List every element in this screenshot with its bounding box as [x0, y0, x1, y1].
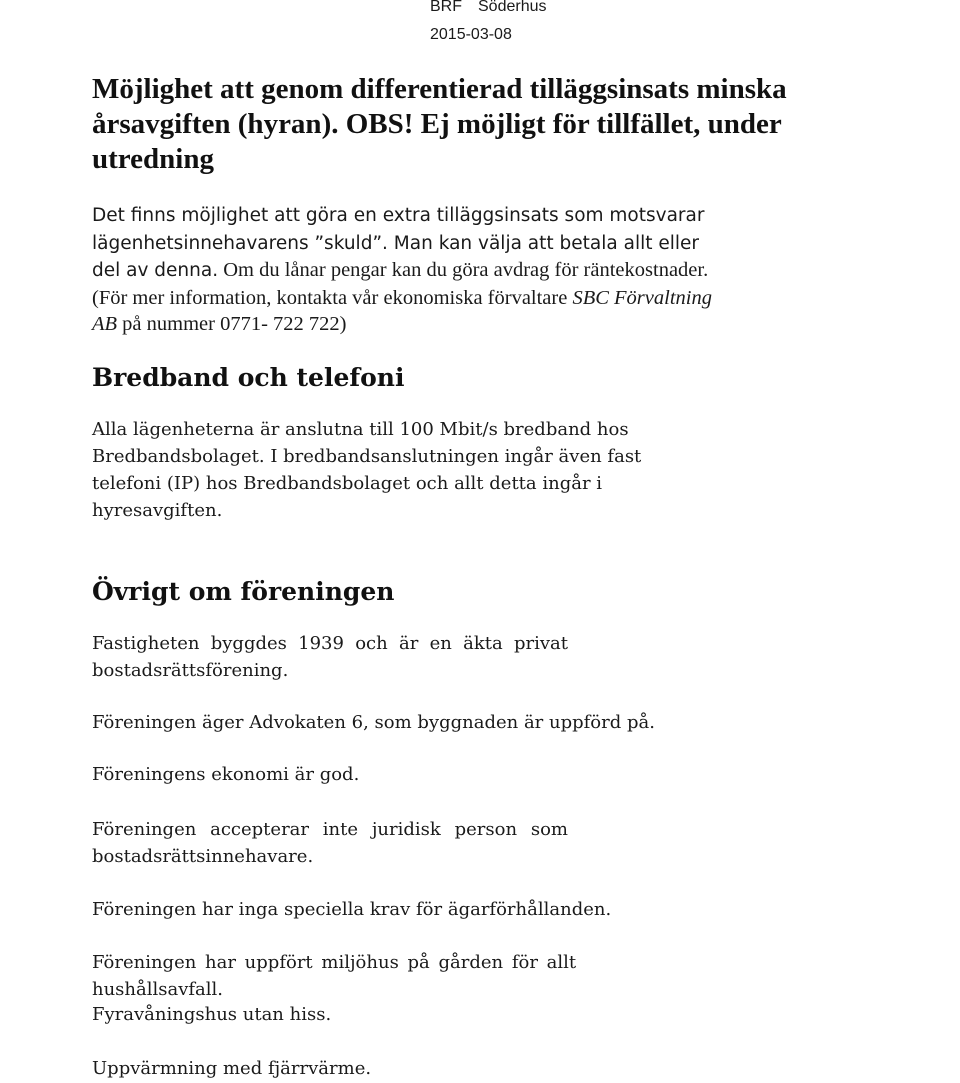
list-item: Föreningen har inga speciella krav för ägarförhållanden.	[92, 899, 612, 920]
list-item: Föreningen äger Advokaten 6, som byggnaden är uppförd på.	[92, 712, 655, 733]
paragraph-part-a: Det finns möjlighet att göra en extra tilläggsinsats som motsvarar lägenhetsinnehavarens ”skuld”. Man kan välja att betala allt eller del av denna.	[92, 205, 705, 281]
company-name: SBC Förvaltning AB	[92, 286, 712, 335]
list-item: Föreningens ekonomi är god.	[92, 764, 360, 785]
section-heading-ovrigt: Övrigt om föreningen	[92, 577, 395, 606]
header-date: 2015-03-08	[430, 26, 512, 43]
list-item: Föreningen accepterar inte juridisk person som bostadsrättsinnehavare.	[92, 819, 568, 867]
paragraph-part-b: Om du lånar pengar kan du göra avdrag för räntekostnader.	[223, 259, 709, 281]
section-heading-tillaggsinsats: Möjlighet att genom differentierad tilläggsinsats minska årsavgiften (hyran). OBS! Ej möjligt för tillfället, under utredning	[92, 73, 787, 175]
list-item: Fyravåningshus utan hiss.	[92, 1004, 332, 1025]
paragraph-part-d: på nummer 0771- 722 722)	[122, 313, 347, 335]
list-item: Föreningen har uppfört miljöhus på gården för allt hushållsavfall.	[92, 952, 577, 1000]
section-heading-bredband: Bredband och telefoni	[92, 363, 405, 392]
paragraph-tillaggsinsats	[92, 202, 732, 338]
paragraph-part-c: (För mer information, kontakta vår ekonomiska förvaltare	[92, 286, 568, 309]
paragraph-bredband: Alla lägenheterna är anslutna till 100 Mbit/s bredband hos Bredbandsbolaget. I bredbandsanslutningen ingår även fast telefoni (IP) hos Bredbandsbolaget och allt detta ingår i hyresavgiften.	[92, 419, 642, 521]
header-name: Söderhus	[478, 0, 547, 15]
list-item: Fastigheten byggdes 1939 och är en äkta privat bostadsrättsförening.	[92, 633, 568, 681]
header-org: BRF	[430, 0, 462, 15]
list-item: Uppvärmning med fjärrvärme.	[92, 1058, 372, 1079]
header-title	[430, 0, 547, 16]
